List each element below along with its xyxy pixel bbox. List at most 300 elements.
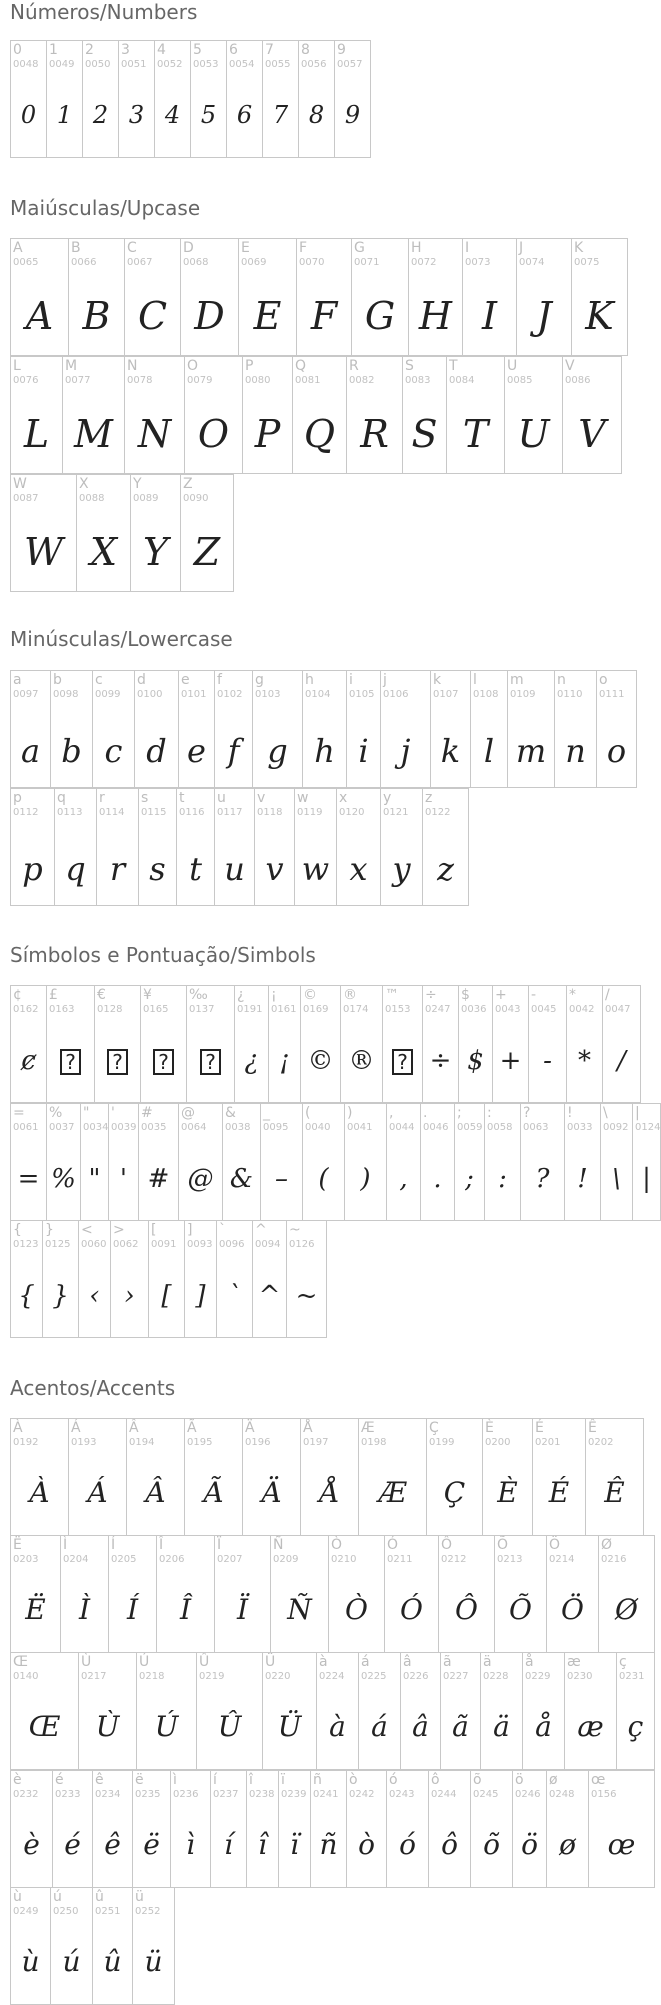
glyph-code: 0162	[13, 1004, 39, 1015]
glyph-code: 0206	[159, 1554, 185, 1565]
glyph-cell	[110, 1220, 149, 1338]
glyph-sample: H	[418, 294, 453, 338]
glyph-sample: -	[543, 1046, 552, 1076]
glyph-sample: À	[29, 1476, 50, 1509]
glyph-code: 0070	[299, 257, 325, 268]
glyph-character-label: ^	[255, 1222, 267, 1238]
glyph-sample: |	[642, 1164, 651, 1194]
glyph-cell	[632, 1103, 661, 1221]
glyph-sample: h	[314, 732, 335, 770]
glyph-code: 0251	[95, 1906, 121, 1917]
glyph-code: 0053	[193, 59, 219, 70]
glyph-character-label: Û	[199, 1654, 210, 1670]
glyph-cell	[546, 1535, 599, 1653]
glyph-character-label: &	[225, 1105, 236, 1121]
glyph-cell	[108, 1103, 139, 1221]
glyph-cell	[108, 1535, 157, 1653]
glyph-cell	[380, 788, 423, 906]
glyph-sample: ›	[124, 1281, 135, 1311]
glyph-code: 0110	[557, 689, 583, 700]
glyph-cell	[588, 1770, 655, 1888]
glyph-character-label: Ü	[265, 1654, 276, 1670]
glyph-character-label: Ó	[387, 1537, 399, 1553]
glyph-sample: ë	[143, 1828, 160, 1861]
glyph-cell	[140, 985, 187, 1103]
section-title: Minúsculas/Lowercase	[10, 627, 233, 651]
glyph-cell	[46, 985, 95, 1103]
glyph-character-label: h	[305, 672, 314, 688]
glyph-character-label: i	[349, 672, 353, 688]
glyph-code: 0086	[565, 375, 591, 386]
glyph-sample: J	[536, 294, 552, 338]
glyph-code: 0041	[347, 1122, 373, 1133]
glyph-character-label: 7	[265, 42, 274, 58]
glyph-sample: (	[318, 1164, 329, 1194]
glyph-character-label: Î	[159, 1537, 164, 1553]
glyph-code: 0066	[71, 257, 97, 268]
glyph-cell	[124, 238, 181, 356]
glyph-code: 0083	[405, 375, 431, 386]
glyph-sample: 2	[92, 101, 109, 129]
glyph-cell	[50, 670, 93, 788]
glyph-code: 0156	[591, 1789, 617, 1800]
glyph-character-label: v	[257, 790, 266, 806]
glyph-sample: Â	[145, 1476, 166, 1509]
glyph-sample: %	[51, 1164, 76, 1194]
glyph-cell	[346, 670, 381, 788]
glyph-code: 0211	[387, 1554, 413, 1565]
glyph-cell	[170, 1770, 211, 1888]
glyph-cell	[92, 1770, 133, 1888]
glyph-character-label: (	[305, 1105, 311, 1121]
glyph-character-label: y	[383, 790, 392, 806]
glyph-sample: ‹	[89, 1281, 100, 1311]
glyph-cell	[454, 1103, 485, 1221]
glyph-cell	[54, 788, 97, 906]
glyph-code: 0052	[157, 59, 183, 70]
glyph-sample: +	[499, 1046, 522, 1076]
glyph-cell	[176, 788, 215, 906]
glyph-cell	[470, 1770, 513, 1888]
glyph-character-label: £	[49, 987, 58, 1003]
glyph-character-label: ç	[619, 1654, 627, 1670]
glyph-code: 0105	[349, 689, 375, 700]
glyph-cell	[400, 1652, 441, 1770]
glyph-sample: .	[433, 1164, 442, 1194]
glyph-character-label: )	[347, 1105, 353, 1121]
glyph-character-label: -	[531, 987, 537, 1003]
glyph-character-label: ¢	[13, 987, 22, 1003]
glyph-cell	[10, 670, 51, 788]
glyph-character-label: W	[13, 476, 27, 492]
glyph-code: 0076	[13, 375, 39, 386]
glyph-code: 0197	[303, 1437, 329, 1448]
glyph-cell	[184, 356, 243, 474]
glyph-code: 0043	[495, 1004, 521, 1015]
glyph-character-label: U	[507, 358, 518, 374]
glyph-cell	[10, 356, 63, 474]
glyph-code: 0120	[339, 807, 365, 818]
glyph-cell	[46, 1103, 81, 1221]
glyph-cell	[420, 1103, 455, 1221]
glyph-cell	[480, 1652, 523, 1770]
glyph-code: 0036	[461, 1004, 487, 1015]
glyph-code: 0092	[603, 1122, 629, 1133]
glyph-character-label: a	[13, 672, 22, 688]
glyph-code: 0071	[354, 257, 380, 268]
glyph-sample: ȼ	[21, 1046, 36, 1076]
glyph-cell	[358, 1652, 401, 1770]
glyph-sample: #	[147, 1164, 170, 1194]
glyph-code: 0121	[383, 807, 409, 818]
missing-glyph-mark: ?	[200, 1049, 221, 1075]
glyph-sample: W	[23, 530, 64, 574]
glyph-cell	[242, 356, 293, 474]
glyph-code: 0234	[95, 1789, 121, 1800]
glyph-sample: i	[358, 732, 369, 770]
glyph-cell	[616, 1652, 655, 1770]
glyph-sample: t	[189, 850, 202, 888]
glyph-sample: Û	[217, 1710, 242, 1743]
glyph-cell	[132, 1770, 171, 1888]
glyph-cell	[386, 1103, 421, 1221]
glyph-sample: X	[89, 530, 118, 574]
glyph-code: 0161	[271, 1004, 297, 1015]
glyph-code: 0192	[13, 1437, 39, 1448]
glyph-code: 0214	[549, 1554, 575, 1565]
glyph-character-label: p	[13, 790, 22, 806]
glyph-cell	[10, 1418, 69, 1536]
glyph-character-label: ô	[431, 1772, 440, 1788]
glyph-code: 0202	[588, 1437, 614, 1448]
glyph-sample: à	[329, 1710, 346, 1743]
glyph-cell	[180, 238, 239, 356]
glyph-code: 0111	[599, 689, 625, 700]
glyph-cell	[46, 40, 83, 158]
glyph-cell	[351, 238, 409, 356]
glyph-cell	[298, 40, 335, 158]
missing-glyph-icon	[47, 1048, 94, 1075]
glyph-sample: ¿	[244, 1046, 259, 1076]
glyph-code: 0088	[79, 493, 105, 504]
glyph-character-label: Ä	[245, 1420, 255, 1436]
glyph-character-label: Ï	[217, 1537, 222, 1553]
glyph-cell	[494, 1535, 547, 1653]
glyph-code: 0074	[519, 257, 545, 268]
glyph-character-label: ]	[187, 1222, 193, 1238]
glyph-character-label: Ë	[13, 1537, 22, 1553]
glyph-code: 0226	[403, 1671, 429, 1682]
glyph-cell	[10, 1535, 61, 1653]
glyph-cell	[462, 238, 517, 356]
glyph-character-label: î	[249, 1772, 253, 1788]
glyph-cell	[10, 1770, 53, 1888]
glyph-cell	[10, 1220, 43, 1338]
glyph-code: 0239	[281, 1789, 307, 1800]
glyph-code: 0174	[343, 1004, 369, 1015]
glyph-sample: Õ	[509, 1593, 532, 1626]
glyph-cell	[428, 1770, 471, 1888]
glyph-sample: I	[481, 294, 497, 338]
glyph-sample: b	[61, 732, 82, 770]
glyph-cell	[328, 1535, 385, 1653]
glyph-code: 0045	[531, 1004, 557, 1015]
glyph-sample: ^	[258, 1281, 281, 1311]
glyph-cell	[470, 670, 508, 788]
glyph-code: 0094	[255, 1239, 281, 1250]
glyph-sample: Ë	[25, 1593, 46, 1626]
glyph-character-label: w	[297, 790, 309, 806]
glyph-sample: 7	[272, 101, 289, 129]
glyph-sample: Í	[126, 1593, 139, 1626]
glyph-code: 0048	[13, 59, 39, 70]
section-title: Acentos/Accents	[10, 1376, 176, 1400]
glyph-sample: ®	[348, 1046, 375, 1076]
glyph-character-label: ¡	[271, 987, 277, 1003]
glyph-sample: *	[578, 1046, 591, 1076]
glyph-code: 0126	[289, 1239, 315, 1250]
glyph-code: 0100	[137, 689, 163, 700]
glyph-character-label: x	[339, 790, 348, 806]
glyph-character-label: S	[405, 358, 414, 374]
glyph-cell	[300, 1418, 359, 1536]
glyph-code: 0065	[13, 257, 39, 268]
glyph-character-label: Â	[129, 1420, 139, 1436]
glyph-sample: /	[617, 1046, 626, 1076]
glyph-code: 0219	[199, 1671, 225, 1682]
glyph-code: 0116	[179, 807, 205, 818]
glyph-sample: L	[23, 412, 50, 456]
glyph-cell	[226, 40, 263, 158]
glyph-cell	[286, 1220, 327, 1338]
glyph-cell	[402, 356, 447, 474]
glyph-sample: E	[253, 294, 282, 338]
glyph-code: 0163	[49, 1004, 75, 1015]
glyph-cell	[294, 788, 337, 906]
glyph-cell	[532, 1418, 586, 1536]
glyph-code: 0217	[81, 1671, 107, 1682]
missing-glyph-mark: ?	[153, 1049, 174, 1075]
glyph-code: 0237	[213, 1789, 239, 1800]
glyph-sample: ú	[62, 1945, 81, 1978]
glyph-sample: d	[146, 732, 167, 770]
glyph-character-label: %	[49, 1105, 63, 1121]
glyph-sample: v	[265, 850, 284, 888]
glyph-character-label: u	[217, 790, 226, 806]
glyph-character-label: Á	[71, 1420, 81, 1436]
glyph-code: 0125	[45, 1239, 71, 1250]
glyph-code: 0238	[249, 1789, 275, 1800]
glyph-code: 0073	[465, 257, 491, 268]
glyph-cell	[136, 1652, 197, 1770]
glyph-character-label: l	[473, 672, 477, 688]
glyph-sample: 8	[308, 101, 325, 129]
glyph-cell	[124, 356, 185, 474]
glyph-character-label: P	[245, 358, 254, 374]
glyph-code: 0210	[331, 1554, 357, 1565]
glyph-sample: P	[254, 412, 281, 456]
glyph-character-label: L	[13, 358, 21, 374]
glyph-code: 0137	[189, 1004, 215, 1015]
glyph-code: 0055	[265, 59, 291, 70]
glyph-sample: K	[585, 294, 614, 338]
glyph-character-label: X	[79, 476, 89, 492]
glyph-character-label: <	[81, 1222, 93, 1238]
glyph-cell	[126, 1418, 185, 1536]
glyph-sample: n	[565, 732, 586, 770]
glyph-sample: =	[17, 1164, 40, 1194]
glyph-cell	[118, 40, 155, 158]
glyph-character-label: Q	[295, 358, 307, 374]
glyph-sample: F	[310, 294, 338, 338]
glyph-character-label: ®	[343, 987, 357, 1003]
glyph-cell	[262, 1652, 317, 1770]
glyph-code: 0038	[225, 1122, 251, 1133]
glyph-sample: Î	[179, 1593, 192, 1626]
glyph-character-label: '	[111, 1105, 115, 1121]
glyph-cell	[340, 985, 383, 1103]
glyph-cell	[78, 1220, 111, 1338]
glyph-sample: ï	[290, 1828, 299, 1861]
glyph-code: 0033	[567, 1122, 593, 1133]
glyph-sample: ñ	[319, 1828, 338, 1861]
glyph-cell	[422, 985, 459, 1103]
glyph-character-label: ü	[135, 1889, 144, 1905]
glyph-sample: s	[149, 850, 166, 888]
glyph-sample: Ê	[604, 1476, 625, 1509]
glyph-character-label: ©	[303, 987, 317, 1003]
glyph-cell	[358, 1418, 427, 1536]
glyph-character-label: q	[57, 790, 66, 806]
glyph-cell	[154, 40, 191, 158]
glyph-sample: Ñ	[287, 1593, 312, 1626]
glyph-code: 0046	[423, 1122, 449, 1133]
glyph-sample: O	[197, 412, 230, 456]
glyph-character-label: Ø	[601, 1537, 613, 1553]
glyph-sample: Ó	[400, 1593, 423, 1626]
glyph-cell	[278, 1770, 311, 1888]
glyph-character-label: ä	[483, 1654, 492, 1670]
glyph-sample: )	[360, 1164, 371, 1194]
glyph-character-label: n	[557, 672, 566, 688]
glyph-cell	[222, 1103, 261, 1221]
glyph-character-label: +	[495, 987, 507, 1003]
glyph-character-label: 3	[121, 42, 130, 58]
glyph-character-label: ì	[173, 1772, 177, 1788]
glyph-character-label: 5	[193, 42, 202, 58]
glyph-cell	[186, 985, 235, 1103]
glyph-character-label: r	[99, 790, 105, 806]
glyph-sample: ò	[358, 1828, 375, 1861]
glyph-code: 0242	[349, 1789, 375, 1800]
glyph-code: 0194	[129, 1437, 155, 1448]
glyph-code: 0213	[497, 1554, 523, 1565]
glyph-cell	[336, 788, 381, 906]
glyph-cell	[80, 1103, 109, 1221]
glyph-code: 0250	[53, 1906, 79, 1917]
glyph-character-label: #	[141, 1105, 153, 1121]
glyph-sample: Ì	[78, 1593, 91, 1626]
glyph-code: 0077	[65, 375, 91, 386]
glyph-character-label: H	[411, 240, 422, 256]
glyph-cell	[346, 1770, 387, 1888]
glyph-sample: â	[412, 1710, 429, 1743]
glyph-cell	[82, 40, 119, 158]
glyph-character-label: z	[425, 790, 433, 806]
glyph-code: 0056	[301, 59, 327, 70]
glyph-code: 0097	[13, 689, 39, 700]
glyph-character-label: m	[510, 672, 524, 688]
glyph-sample: ü	[144, 1945, 163, 1978]
glyph-code: 0112	[13, 807, 39, 818]
glyph-cell	[234, 985, 269, 1103]
glyph-sample: V	[578, 412, 606, 456]
glyph-sample: }	[52, 1281, 69, 1311]
glyph-sample: 4	[164, 101, 181, 129]
glyph-sample: `	[228, 1281, 241, 1311]
glyph-code: 0102	[217, 689, 243, 700]
glyph-code: 0051	[121, 59, 147, 70]
glyph-sample: Q	[303, 412, 336, 456]
glyph-code: 0095	[263, 1122, 289, 1133]
glyph-character-label: ™	[385, 987, 399, 1003]
glyph-sample: B	[82, 294, 111, 338]
glyph-cell	[546, 1770, 589, 1888]
glyph-code: 0207	[217, 1554, 243, 1565]
glyph-cell	[180, 474, 234, 592]
glyph-code: 0072	[411, 257, 437, 268]
glyph-sample: ì	[186, 1828, 195, 1861]
glyph-code: 0140	[13, 1671, 39, 1682]
glyph-cell	[184, 1220, 217, 1338]
glyph-cell	[440, 1652, 481, 1770]
glyph-cell	[562, 356, 622, 474]
glyph-code: 0079	[187, 375, 213, 386]
glyph-sample: A	[25, 294, 54, 338]
glyph-character-label: V	[565, 358, 575, 374]
glyph-character-label: ñ	[313, 1772, 322, 1788]
glyph-character-label: 1	[49, 42, 58, 58]
glyph-cell	[130, 474, 181, 592]
glyph-character-label: :	[487, 1105, 492, 1121]
glyph-cell	[600, 1103, 633, 1221]
glyph-code: 0085	[507, 375, 533, 386]
glyph-code: 0153	[385, 1004, 411, 1015]
glyph-code: 0252	[135, 1906, 161, 1917]
glyph-code: 0069	[241, 257, 267, 268]
glyph-character-label: å	[525, 1654, 534, 1670]
glyph-character-label: E	[241, 240, 250, 256]
glyph-code: 0047	[605, 1004, 631, 1015]
glyph-character-label: F	[299, 240, 308, 256]
glyph-character-label: Ç	[429, 1420, 439, 1436]
glyph-character-label: B	[71, 240, 81, 256]
glyph-sample: U	[517, 412, 550, 456]
glyph-cell	[260, 1103, 303, 1221]
glyph-sample: l	[483, 732, 495, 770]
glyph-cell	[68, 238, 125, 356]
glyph-character-label: é	[55, 1772, 64, 1788]
glyph-sample: Ö	[561, 1593, 584, 1626]
glyph-cell	[382, 985, 423, 1103]
glyph-character-label: í	[213, 1772, 217, 1788]
glyph-sample: ;	[465, 1164, 474, 1194]
glyph-sample: î	[258, 1828, 267, 1861]
glyph-sample: r	[109, 850, 126, 888]
glyph-cell	[458, 985, 493, 1103]
glyph-character-label: Œ	[13, 1654, 28, 1670]
glyph-character-label: ö	[515, 1772, 524, 1788]
